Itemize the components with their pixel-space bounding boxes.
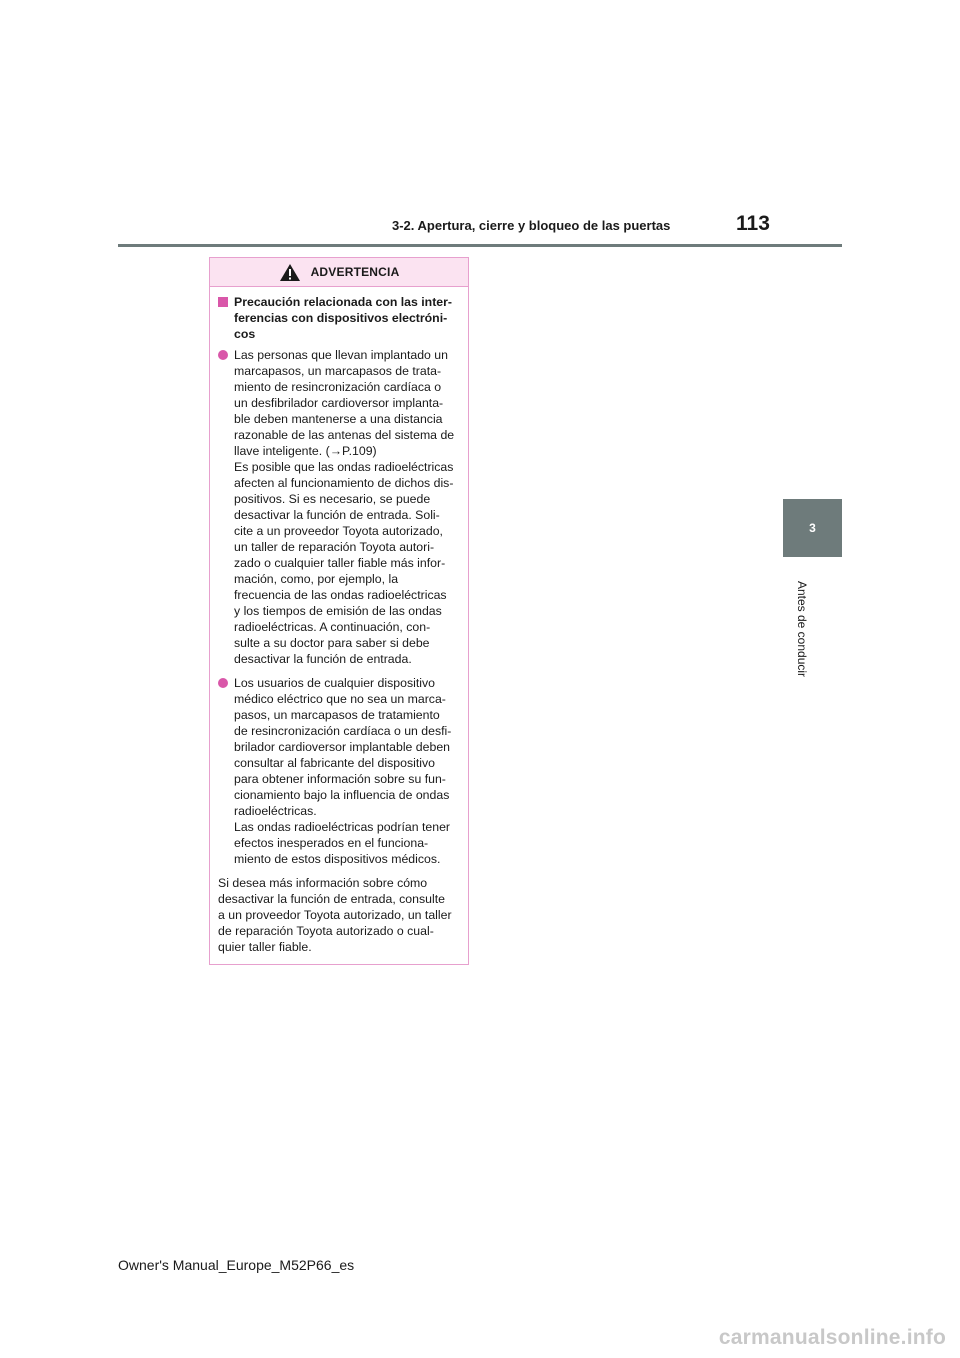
subheading-text: Precaución relacionada con las inter- ferencias con dispositivos electróni- cos bbox=[234, 295, 453, 341]
square-bullet-icon bbox=[218, 297, 228, 307]
bullet-note: Las ondas radioeléctricas podrían tener efectos inesperados en el funciona- miento de estos dispositivos médicos. bbox=[234, 820, 451, 866]
section-title: 3-2. Apertura, cierre y bloqueo de las puertas bbox=[392, 218, 671, 233]
warning-header bbox=[210, 258, 468, 287]
warning-title: ADVERTENCIA bbox=[310, 265, 400, 279]
chapter-side-label bbox=[794, 570, 810, 688]
warning-triangle-icon bbox=[279, 263, 301, 282]
chapter-tab bbox=[783, 499, 842, 557]
circle-bullet-icon bbox=[218, 678, 228, 688]
warning-box bbox=[209, 257, 469, 965]
list-item bbox=[218, 347, 460, 667]
watermark: carmanualsonline.info bbox=[718, 1326, 946, 1349]
circle-bullet-icon bbox=[218, 350, 228, 360]
chapter-number: 3 bbox=[809, 521, 816, 535]
bullet-note: Es posible que las ondas radioeléctricas afecten al funcionamiento de dichos dis- positivos. Si es necesario, se puede desactivar la función de entrada. Soli- cite a un proveedor Toyota autorizado, un taller de reparación Toyota autori- zado o cualquier taller fiable más infor- mación, como, por ejemplo, la frecuencia de las ondas radioeléctricas y los tiempos de emisión de las ondas radioeléctricas. A continuación, con- sulte a su doctor para saber si debe desactivar la función de entrada. bbox=[234, 460, 454, 666]
list-item bbox=[218, 675, 460, 867]
warning-body bbox=[210, 287, 468, 955]
page-number: 113 bbox=[736, 212, 770, 235]
warning-subheading bbox=[218, 294, 460, 342]
closing-paragraph: Si desea más información sobre cómo desactivar la función de entrada, consulte a un proveedor Toyota autorizado, un taller de reparación Toyota autorizado o cual- quier taller fiable. bbox=[218, 876, 452, 954]
footer-manual-id: Owner's Manual_Europe_M52P66_es bbox=[118, 1257, 355, 1273]
bullet-text: Los usuarios de cualquier dispositivo médico eléctrico que no sea un marca- pasos, un marcapasos de tratamiento de resincronización cardíaca o un desfi- brilador cardioversor implantable deben consultar al fabricante del dispositivo para obtener información sobre su fun- cionamiento bajo la influencia de ondas radioeléctricas. bbox=[234, 676, 452, 818]
bullet-text: Las personas que llevan implantado un marcapasos, un marcapasos de trata- miento de resincronización cardíaca o un desfibrilador cardioversor implanta- ble deben mantenerse a una distancia razonable de las antenas del sistema de llave inteligente. (→P.109) bbox=[234, 348, 455, 458]
chapter-title: Antes de conducir bbox=[795, 580, 809, 678]
header-rule bbox=[118, 244, 842, 247]
